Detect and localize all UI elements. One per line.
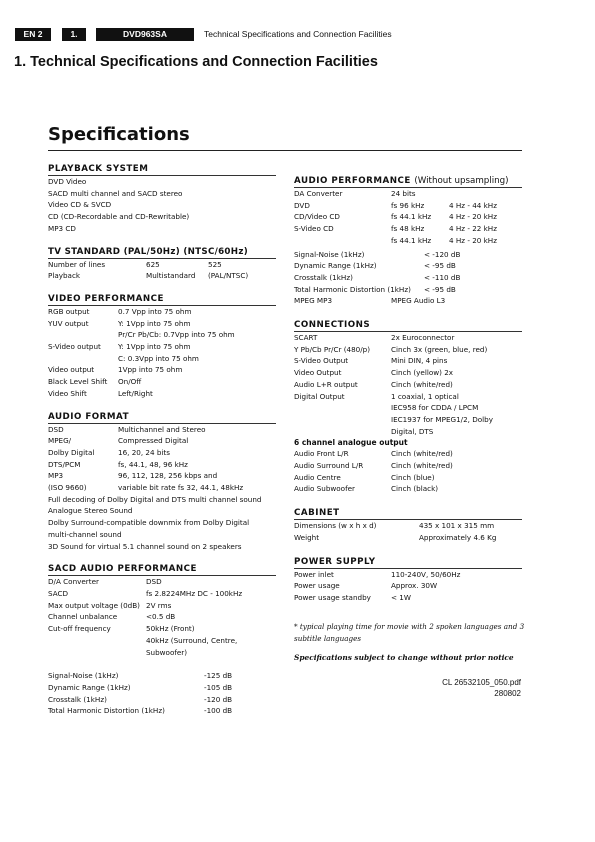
spec-row [294, 569, 522, 581]
spec-label: Weight [294, 532, 320, 542]
section-heading: CABINET [294, 508, 522, 520]
audio-format-line: Full decoding of Dolby Digital and DTS multi channel sound [48, 494, 262, 504]
spec-label: MPEG/ [48, 436, 72, 446]
spec-label: DVD [294, 200, 310, 210]
spec-label: Max output voltage (0dB) [48, 600, 140, 610]
spec-value: MPEG Audio L3 [391, 296, 446, 306]
audio-format-section [48, 412, 276, 553]
spec-value: -120 dB [204, 694, 233, 704]
spec-row [48, 459, 276, 471]
spec-label: DSD [48, 424, 64, 434]
spec-value: < 1W [391, 592, 411, 602]
spec-row [48, 329, 276, 341]
spec-value: 2V rms [146, 600, 172, 610]
spec-label: MPEG MP3 [294, 296, 333, 306]
spec-value: Cinch 3x (green, blue, red) [391, 344, 488, 354]
cabinet-section [294, 508, 522, 543]
section-heading: PLAYBACK SYSTEM [48, 164, 276, 176]
spec-row [48, 600, 276, 612]
footer-date: 280802 [494, 689, 521, 698]
spec-value: Cinch (white/red) [391, 379, 453, 389]
spec-label: Dolby Digital [48, 447, 95, 457]
spec-value: 435 x 101 x 315 mm [419, 521, 495, 531]
spec-row [294, 284, 522, 296]
spec-row [294, 414, 522, 426]
spec-value: 0.7 Vpp into 75 ohm [118, 306, 192, 316]
subsection-heading: 6 channel analogue output [294, 438, 408, 448]
spec-row [48, 611, 276, 623]
spec-label [48, 353, 118, 365]
spec-row [48, 270, 276, 282]
spec-label: RGB output [48, 306, 90, 316]
language-tab: EN 2 [15, 28, 51, 41]
spec-row [48, 482, 276, 494]
spec-row [294, 379, 522, 391]
spec-value: fs 44.1 kHz [391, 212, 432, 222]
spec-label: CD/Video CD [294, 212, 340, 222]
spec-value: 96, 112, 128, 256 kbps and [118, 471, 218, 481]
tv-standard-section [48, 247, 276, 282]
spec-value: Mini DIN, 4 pins [391, 356, 448, 366]
spec-value: Approximately 4.6 Kg [419, 532, 497, 542]
spec-row [294, 367, 522, 379]
spec-row [48, 670, 276, 682]
chapter-tab: 1. [62, 28, 86, 41]
audio-performance-section [294, 176, 522, 307]
spec-row [48, 447, 276, 459]
spec-row [294, 272, 522, 284]
spec-value: 4 Hz - 20 kHz [449, 212, 497, 222]
spec-value: 24 bits [391, 189, 416, 198]
spec-row [294, 249, 522, 261]
spec-value: 1 coaxial, 1 optical [391, 391, 459, 401]
spec-label: Power usage [294, 581, 340, 591]
spec-value: variable bit rate fs 32, 44.1, 48kHz [118, 483, 244, 493]
spec-value: Pr/Cr Pb/Cb: 0.7Vpp into 75 ohm [118, 330, 235, 340]
spec-row [48, 635, 276, 647]
spec-label: Digital Output [294, 391, 345, 401]
section-title: AUDIO PERFORMANCE [294, 176, 411, 186]
section-heading: POWER SUPPLY [294, 557, 522, 569]
spec-label: Playback [48, 271, 81, 281]
spec-value: -125 dB [204, 671, 233, 681]
spec-value: 2x Euroconnector [391, 333, 455, 343]
spec-label: Audio Front L/R [294, 449, 349, 459]
spec-row [294, 260, 522, 272]
spec-value: fs, 44.1, 48, 96 kHz [118, 459, 188, 469]
spec-label [294, 426, 391, 438]
spec-value: 40kHz (Surround, Centre, [146, 635, 238, 645]
spec-label: SCART [294, 333, 318, 343]
spec-label: Signal-Noise (1kHz) [48, 671, 119, 681]
spec-row [294, 426, 522, 438]
spec-label: Audio Subwoofer [294, 484, 355, 494]
spec-row [48, 318, 276, 330]
playback-line: Video CD & SVCD [48, 200, 112, 210]
spec-label: Video Shift [48, 388, 87, 398]
header-title: Technical Specifications and Connection Facilities [204, 29, 392, 39]
spec-label: Audio Centre [294, 472, 341, 482]
section-heading: TV STANDARD (PAL/50Hz) (NTSC/60Hz) [48, 247, 276, 259]
spec-row [48, 705, 276, 717]
spec-value: < -120 dB [424, 249, 461, 259]
spec-value: 525 [208, 259, 222, 269]
spec-value: Digital, DTS [391, 426, 434, 436]
audio-format-line: Dolby Surround-compatible downmix from Dolby Digital [48, 518, 250, 528]
spec-value: DSD [146, 577, 162, 587]
footer-file: CL 26532105_050.pdf [442, 678, 521, 687]
spec-value: Multistandard [146, 271, 196, 281]
spec-value: 1Vpp into 75 ohm [118, 365, 183, 375]
spec-row [294, 235, 522, 247]
spec-value: 625 [146, 259, 160, 269]
spec-value: -100 dB [204, 706, 233, 716]
chapter-heading: 1. Technical Specifications and Connection Facilities [14, 54, 378, 70]
left-column [48, 164, 276, 717]
spec-label: MP3 [48, 471, 64, 481]
section-note: (Without upsampling) [414, 176, 509, 186]
spec-label: D/A Converter [48, 577, 99, 587]
spec-value: Y: 1Vpp into 75 ohm [118, 342, 191, 352]
spec-row [294, 391, 522, 403]
spec-label: Crosstalk (1kHz) [294, 272, 353, 282]
spec-value: Compressed Digital [118, 436, 189, 446]
spec-value: IEC958 for CDDA / LPCM [391, 403, 479, 413]
spec-label [294, 235, 391, 247]
spec-row [294, 520, 522, 532]
spec-row [294, 295, 522, 307]
sacd-audio-performance-section [48, 564, 276, 717]
spec-label: Channel unbalance [48, 612, 118, 622]
spec-row [48, 424, 276, 436]
spec-row [294, 223, 522, 235]
spec-label: S-Video output [48, 342, 101, 352]
title-rule [48, 150, 522, 151]
spec-label: (ISO 9660) [48, 483, 87, 493]
playback-line: DVD Video [48, 177, 87, 186]
spec-label: Y Pb/Cb Pr/Cr (480/p) [294, 344, 371, 354]
playback-line: SACD multi channel and SACD stereo [48, 188, 183, 198]
spec-label: Video Output [294, 368, 342, 378]
spec-value: Subwoofer) [146, 647, 188, 657]
spec-value: Cinch (black) [391, 484, 439, 494]
spec-value: fs 48 kHz [391, 224, 425, 234]
spec-value: fs 2.8224MHz DC - 100kHz [146, 588, 243, 598]
spec-label: Total Harmonic Distortion (1kHz) [294, 284, 411, 294]
spec-value: 50kHz (Front) [146, 624, 195, 634]
spec-row [48, 470, 276, 482]
spec-row [294, 402, 522, 414]
section-heading: CONNECTIONS [294, 320, 522, 332]
spec-label: DA Converter [294, 189, 343, 198]
spec-label: Crosstalk (1kHz) [48, 694, 107, 704]
spec-label: Audio Surround L/R [294, 461, 364, 471]
spec-value: (PAL/NTSC) [208, 271, 249, 281]
spec-label: Dynamic Range (1kHz) [294, 261, 377, 271]
spec-label: Dynamic Range (1kHz) [48, 682, 131, 692]
specifications-title: Specifications [48, 124, 190, 145]
spec-row [294, 592, 522, 604]
spec-row [48, 259, 276, 271]
spec-value: Left/Right [118, 388, 153, 398]
spec-row [48, 376, 276, 388]
spec-label: SACD [48, 588, 69, 598]
spec-label: YUV output [48, 318, 89, 328]
spec-value: <0.5 dB [146, 612, 176, 622]
spec-value: fs 96 kHz [391, 200, 425, 210]
spec-value: Cinch (white/red) [391, 461, 453, 471]
spec-value: 4 Hz - 44 kHz [449, 200, 497, 210]
spec-value: On/Off [118, 377, 142, 387]
change-notice: Specifications subject to change without prior notice [294, 653, 514, 662]
spec-value: Y: 1Vpp into 75 ohm [118, 318, 191, 328]
spec-label: Audio L+R output [294, 379, 358, 389]
spec-row [48, 623, 276, 635]
spec-row [294, 200, 522, 212]
spec-row [294, 460, 522, 472]
spec-label [48, 635, 146, 647]
spec-row [48, 682, 276, 694]
playback-system-section [48, 164, 276, 235]
power-supply-section [294, 557, 522, 604]
spec-value: Multichannel and Stereo [118, 424, 206, 434]
spec-row [48, 647, 276, 659]
spec-value: Approx. 30W [391, 581, 438, 591]
playback-line: MP3 CD [48, 223, 76, 233]
spec-value: 4 Hz - 22 kHz [449, 224, 497, 234]
spec-value: < -95 dB [424, 261, 456, 271]
spec-value: < -110 dB [424, 272, 461, 282]
model-tab: DVD963SA [96, 28, 194, 41]
spec-label: Total Harmonic Distortion (1kHz) [48, 706, 165, 716]
spec-row [294, 332, 522, 344]
playback-line: CD (CD-Recordable and CD-Rewritable) [48, 212, 190, 222]
spec-row [48, 588, 276, 600]
spec-label: Number of lines [48, 259, 106, 269]
spec-label: S-Video CD [294, 224, 334, 234]
section-heading [294, 176, 522, 188]
spec-label: DTS/PCM [48, 459, 81, 469]
spec-label [48, 647, 146, 659]
spec-label [294, 402, 391, 414]
spec-value: < -95 dB [424, 284, 456, 294]
spec-row [294, 355, 522, 367]
spec-value: C: 0.3Vpp into 75 ohm [118, 353, 199, 363]
spec-row [294, 188, 522, 200]
footnote: * typical playing time for movie with 2 spoken languages and 3 subtitle languages [294, 622, 525, 643]
spec-label: Power inlet [294, 569, 334, 579]
spec-value: Cinch (yellow) 2x [391, 368, 454, 378]
spec-row [294, 344, 522, 356]
spec-label [294, 414, 391, 426]
spec-row [48, 388, 276, 400]
spec-row [48, 364, 276, 376]
spec-row [48, 435, 276, 447]
spec-row [48, 353, 276, 365]
spec-label: Cut-off frequency [48, 624, 111, 634]
spec-value: -105 dB [204, 682, 233, 692]
audio-format-line: 3D Sound for virtual 5.1 channel sound on 2 speakers [48, 541, 242, 551]
spec-label: Dimensions (w x h x d) [294, 521, 377, 531]
spec-value: fs 44.1 kHz [391, 235, 432, 245]
spec-label: S-Video Output [294, 356, 349, 366]
spec-row [294, 211, 522, 223]
spec-value: 110-240V, 50/60Hz [391, 569, 461, 579]
spec-row [294, 532, 522, 544]
video-performance-section [48, 294, 276, 400]
spec-row [294, 472, 522, 484]
spec-label: Black Level Shift [48, 377, 108, 387]
spec-value: 4 Hz - 20 kHz [449, 235, 497, 245]
spec-label: Video output [48, 365, 95, 375]
spec-label: Signal-Noise (1kHz) [294, 249, 365, 259]
audio-format-line: multi-channel sound [48, 529, 122, 539]
spec-value: Cinch (white/red) [391, 449, 453, 459]
spec-row [48, 576, 276, 588]
spec-row [48, 341, 276, 353]
spec-value: Cinch (blue) [391, 472, 435, 482]
section-heading: VIDEO PERFORMANCE [48, 294, 276, 306]
spec-row [294, 580, 522, 592]
section-heading: SACD AUDIO PERFORMANCE [48, 564, 276, 576]
spec-label [48, 329, 118, 341]
connections-section [294, 320, 522, 495]
right-column [294, 176, 522, 604]
spec-value: IEC1937 for MPEG1/2, Dolby [391, 414, 493, 424]
spec-row [48, 694, 276, 706]
spec-row [48, 306, 276, 318]
spec-label: Power usage standby [294, 592, 371, 602]
audio-format-line: Analogue Stereo Sound [48, 506, 133, 516]
spec-row [294, 483, 522, 495]
spec-value: 16, 20, 24 bits [118, 447, 170, 457]
spec-row [294, 448, 522, 460]
section-heading: AUDIO FORMAT [48, 412, 276, 424]
